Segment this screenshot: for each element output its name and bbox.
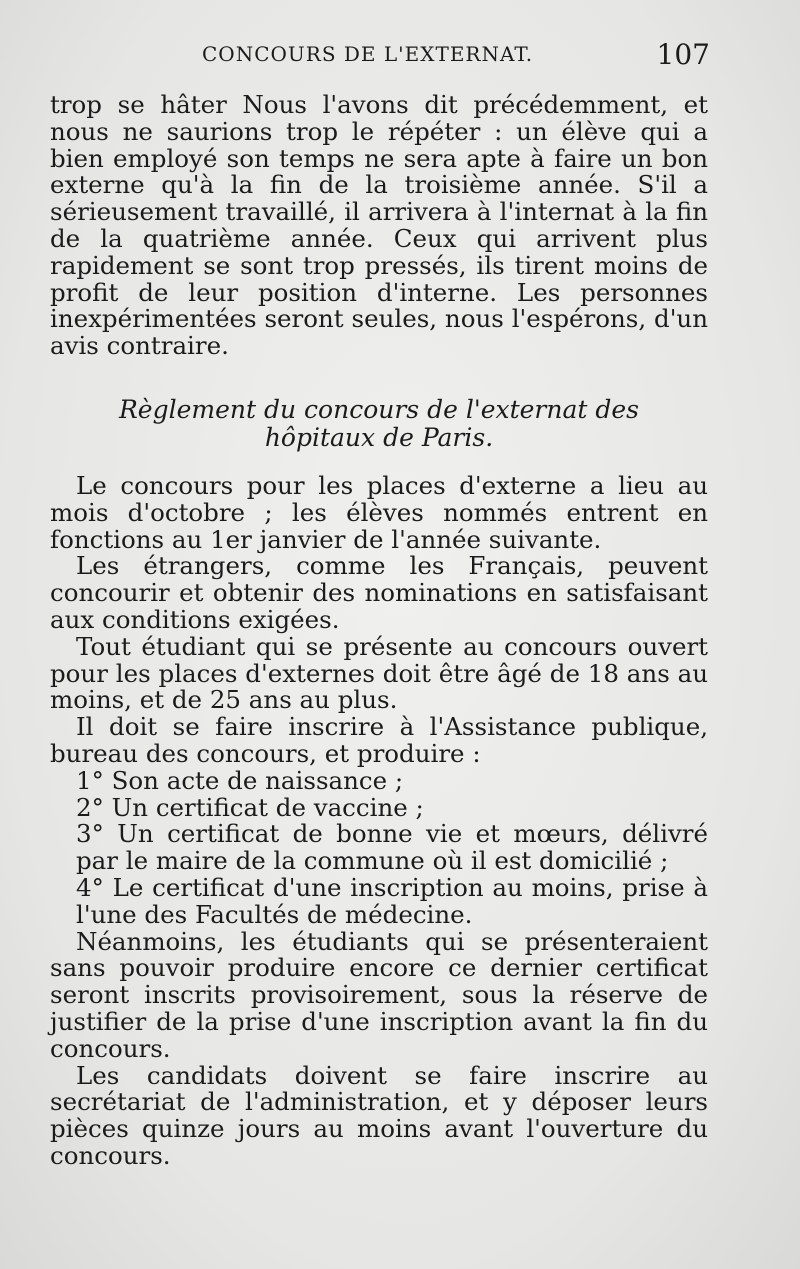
paragraph: Tout étudiant qui se présente au concours ouvert pour les places d'externes doit être âgé de 18 ans au moins, et de 25 ans au plus.	[50, 631, 708, 715]
paragraph: Il doit se faire inscrire à l'Assistance publique, bureau des concours, et produire :	[50, 712, 708, 768]
paragraph: Les étrangers, comme les Français, peuvent concourir et obtenir des nominations en satisfaisant aux conditions exigées.	[50, 551, 708, 634]
page-number: 107	[656, 38, 710, 71]
paragraph: Le concours pour les places d'externe a lieu au mois d'octobre ; les élèves nommés entrent en fonctions au 1er janvier de l'année suivante.	[50, 471, 708, 554]
section-title-line-1: Règlement du concours de l'externat des	[118, 395, 640, 424]
requirement-item: 3° Un certificat de bonne vie et mœurs, délivré par le maire de la commune où il est domicilié ;	[76, 819, 708, 876]
intro-block	[50, 92, 708, 360]
section-title	[50, 396, 708, 452]
requirement-item: 2° Un certificat de vaccine ;	[76, 792, 424, 822]
paragraph: Néanmoins, les étudiants qui se présenteraient sans pouvoir produire encore ce dernier certificat seront inscrits provisoirement, sous la réserve de justifier de la prise d'une inscription avant la fin du concours.	[50, 926, 708, 1063]
requirement-item: 4° Le certificat d'une inscription au moins, prise à l'une des Facultés de médecine.	[76, 872, 708, 929]
intro-paragraph: trop se hâter Nous l'avons dit précédemment, et nous ne saurions trop le répéter : un élève qui a bien employé son temps ne sera apte à faire un bon externe qu'à la fin de la troisième année. S'il a sérieusement travaillé, il arrivera à l'internat à la fin de la quatrième année. Ceux qui arrivent plus rapidement se sont trop pressés, ils tirent moins de profit de leur position d'interne. Les personnes inexpérimentées seront seules, nous l'espérons, d'un avis contraire.	[50, 90, 708, 361]
regulation-body	[50, 473, 708, 1170]
paragraph: Les candidats doivent se faire inscrire au secrétariat de l'administration, et y déposer leurs pièces quinze jours au moins avant l'ouverture du concours.	[50, 1060, 708, 1170]
section-title-line-2: hôpitaux de Paris.	[264, 423, 494, 452]
running-title: CONCOURS DE L'EXTERNAT.	[202, 42, 534, 66]
requirement-item: 1° Son acte de naissance ;	[76, 765, 404, 795]
running-header	[190, 38, 710, 78]
